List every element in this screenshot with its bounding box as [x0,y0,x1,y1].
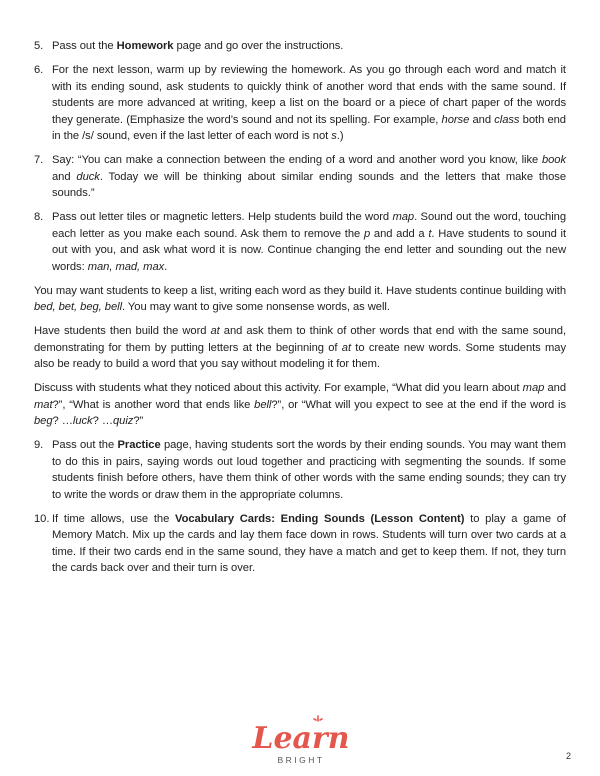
step-number: 6. [34,64,44,76]
step-8 [34,209,566,275]
step-text: Say: “You can make a connection between the ending of a word and another word you know, like book and duck. Today we will be thinking about similar ending sounds and the letters that make those sounds.” [52,154,566,199]
page-number: 2 [565,751,571,761]
learn-bright-logo [246,712,356,768]
practice-link-text: Practice [117,439,161,451]
paragraph-word-list: You may want students to keep a list, writing each word as they build it. Have students continue building with bed, bet, beg, bell. You may want to give some nonsense words, as well. [34,284,566,313]
step-5 [34,38,566,55]
step-7 [34,152,566,202]
step-number: 7. [34,154,44,166]
vocabulary-cards-link-text: Vocabulary Cards: Ending Sounds (Lesson Content) [175,512,465,525]
step-text: Pass out the Practice page, having students sort the words by their ending sounds. You may want them to do this in pairs, saying words out loud together and practicing with segmenting the sounds. If some students finish before others, have them think of other words with the same ending sounds; they can try to write the words or draw them in the appropriate columns. [52,439,566,501]
step-number: 9. [34,439,44,451]
step-number: 10. [34,512,50,525]
step-number: 8. [34,211,44,223]
homework-link-text: Homework [116,40,174,52]
paragraph-build-at: Have students then build the word at and ask them to think of other words that end with the same sound, demonstrating for them by putting letters at the beginning of at to create new words. Some students may also be ready to build a word that you say without modeling it for them. [34,325,567,370]
logo-subtitle: BRIGHT [277,755,325,765]
step-10 [34,511,566,577]
step-text: For the next lesson, warm up by reviewing the homework. As you go through each word and match it with its ending sound, ask students to quickly think of another word that ends with the same sound. If students are more advanced at writing, keep a list on the board or a piece of chart paper of the words they generate. (Emphasize the word’s sound and not its spelling. For example, horse and class both end in the /s/ sound, even if the last letter of each word is not s.) [52,64,566,142]
paragraph-discussion: Discuss with students what they noticed about this activity. For example, “What did you learn about map and mat?”, “What is another word that ends like bell?”, or “What will you expect to see at the end if the word is beg? …luck? …quiz?” [34,382,567,427]
logo-word: Learn [252,721,350,756]
step-text: Pass out letter tiles or magnetic letters. Help students build the word map. Sound out the word, touching each letter as you make each sound. Ask them to remove the p and add a t. Have students to sound it out with you, and ask what word it is now. Continue changing the end letter and sounding out the new words: man, mad, max. [52,211,567,273]
step-6 [34,62,566,145]
lesson-instructions [34,38,566,584]
step-number: 5. [34,40,44,52]
step-9 [34,437,566,503]
step-text: Pass out the Homework page and go over the instructions. [52,40,344,52]
step-text: If time allows, use the Vocabulary Cards: Ending Sounds (Lesson Content) to play a game of Memory Match. Mix up the cards and lay them face down in rows. Students will turn over two cards at a time. If their two cards end in the same sound, they have a match and get to keep them. If not, they turn the cards back over and their turn is over. [52,512,566,574]
